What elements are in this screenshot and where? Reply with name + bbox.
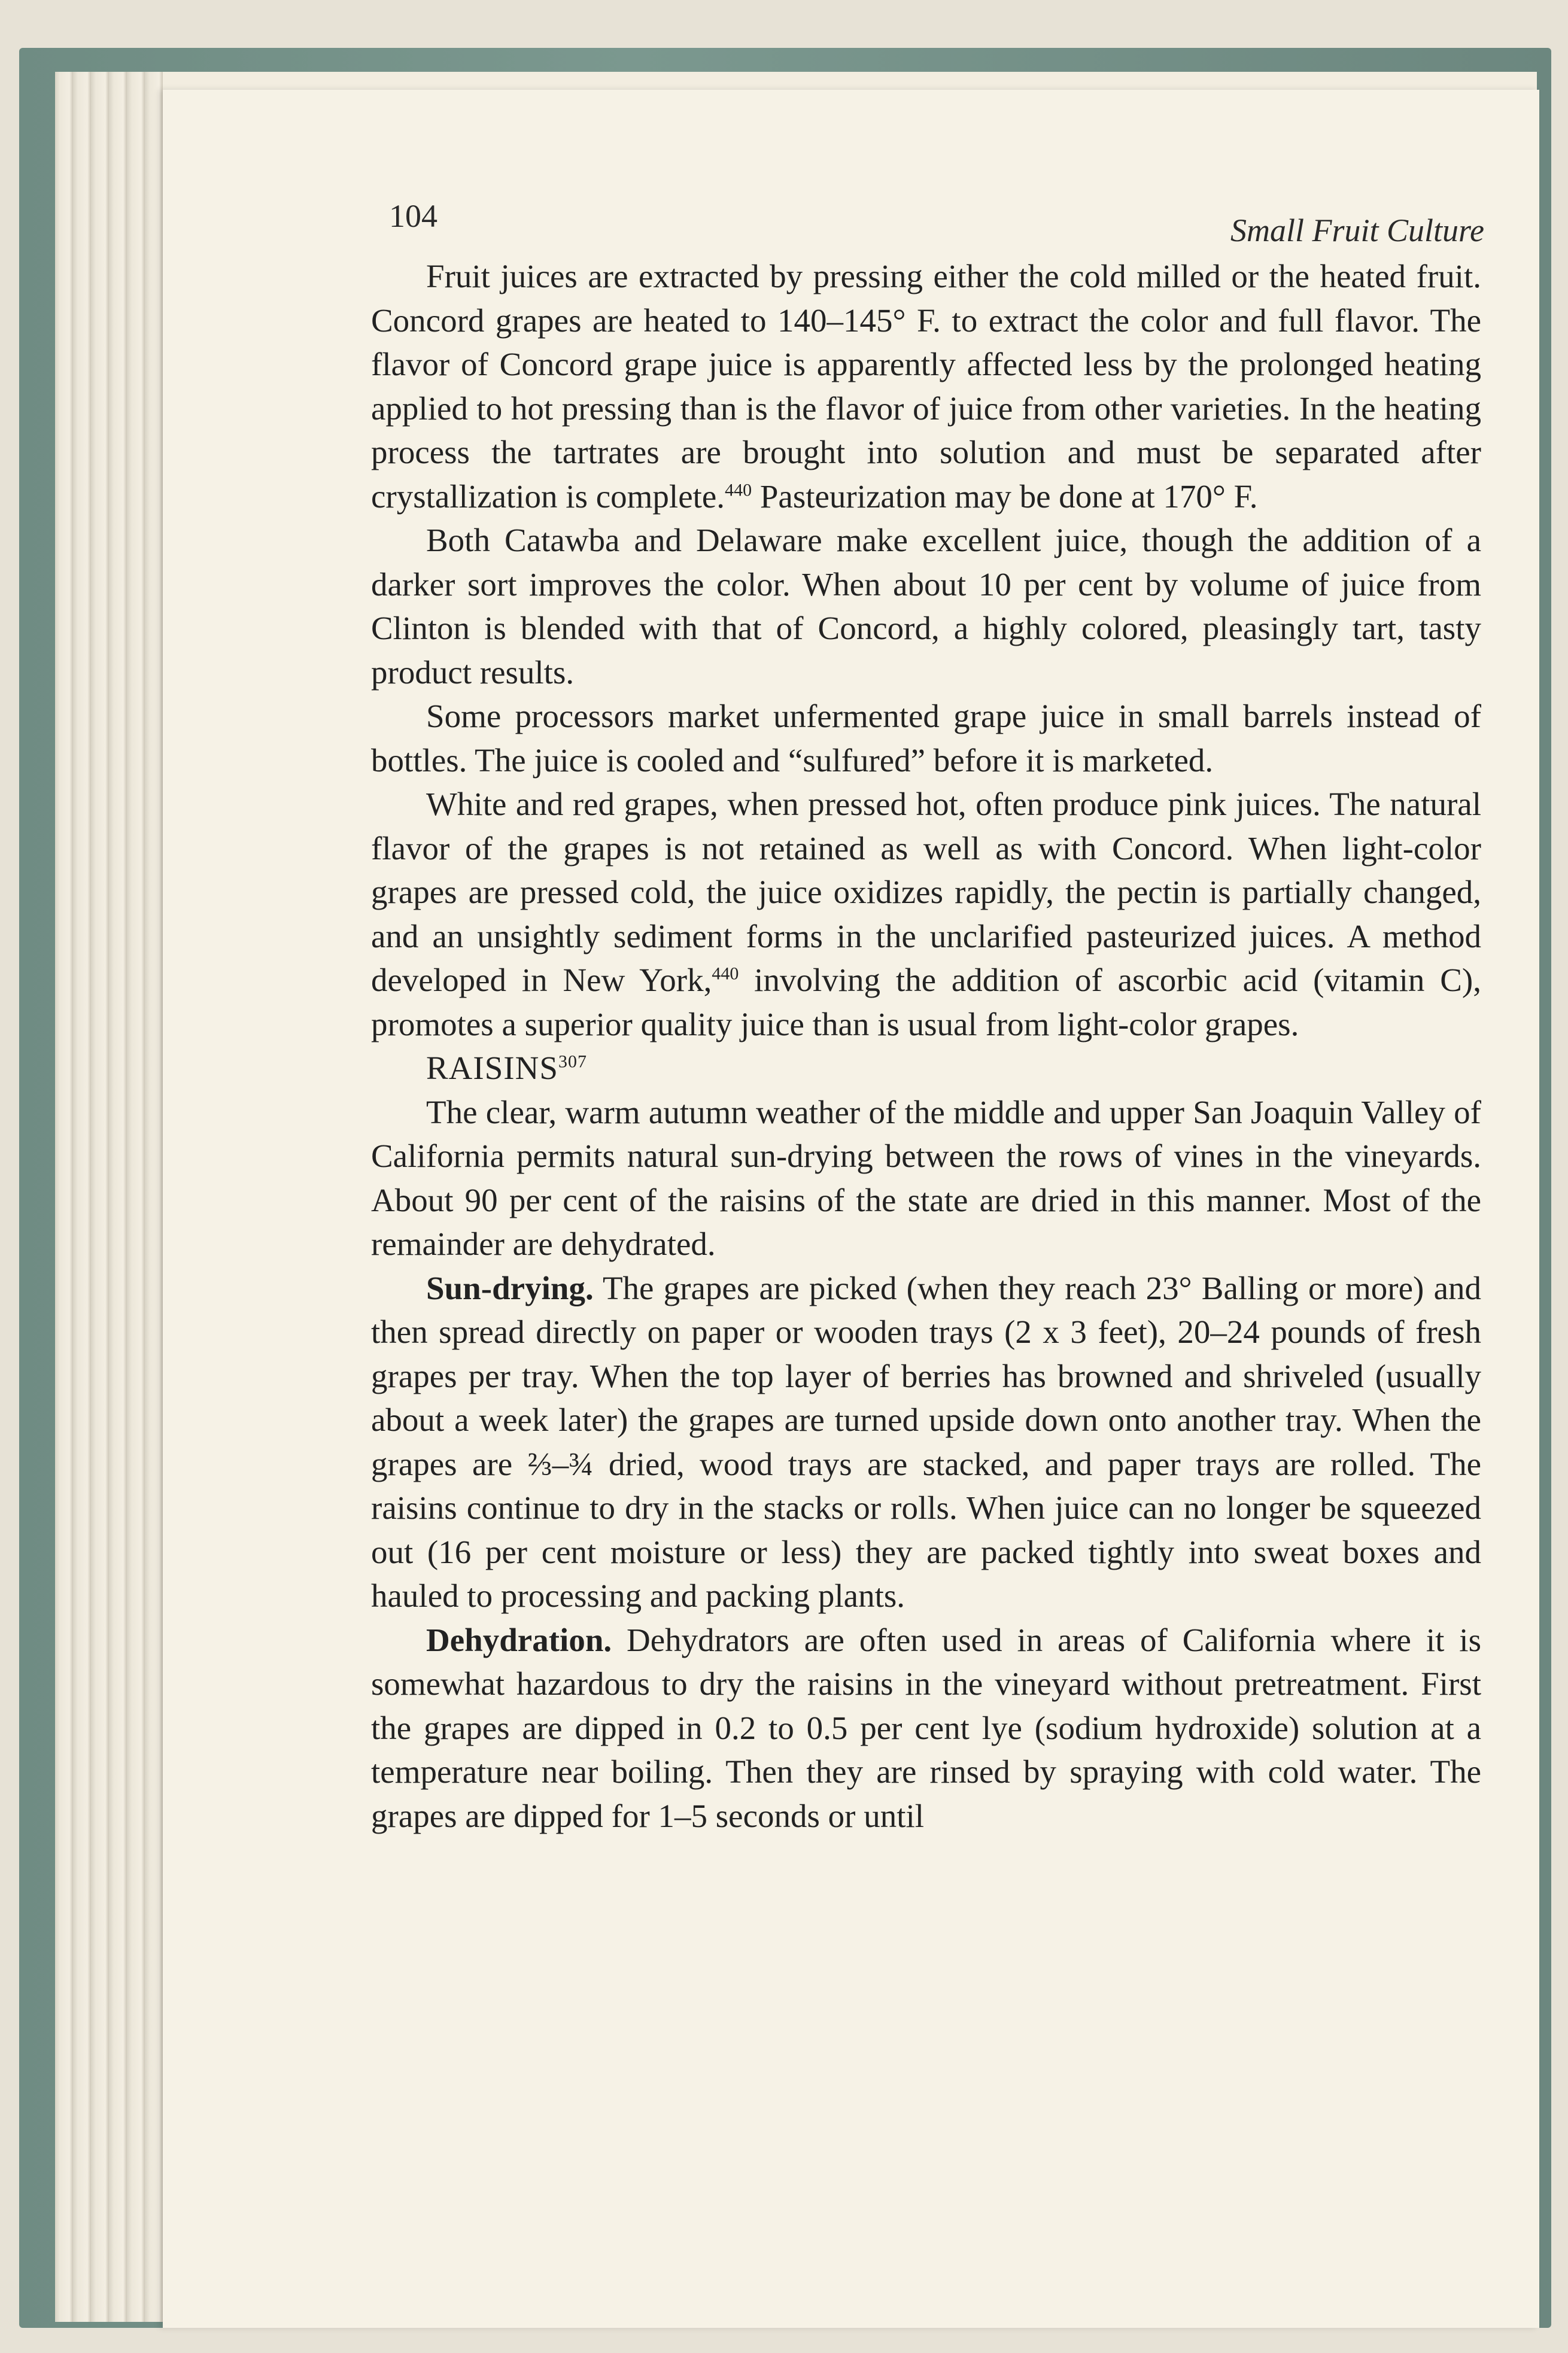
run-in-heading: Dehydration.	[426, 1621, 612, 1658]
body-text	[371, 254, 1481, 1838]
page-header	[227, 197, 1484, 248]
section-paragraph-1: The clear, warm autumn weather of the middle and upper San Joaquin Valley of California permits natural sun-drying between the rows of vines in the vineyards. About 90 per cent of the raisins of the state are dried in this manner. Most of the remainder are dehydrated.	[371, 1093, 1481, 1262]
paragraph-4: White and red grapes, when pressed hot, often produce pink juices. The natural flavor of the grapes is not retained as well as with Concord. When light-color grapes are pressed cold, the juice oxidizes rapidly, the pectin is partially changed, and an unsightly sediment forms in the unclarified pasteurized juices. A method developed in New York,$^{440}$ involving the addition of ascorbic acid (vitamin C), promotes a superior quality juice than is usual from light-color grapes.	[371, 786, 1481, 1042]
footnote-ref: 440	[725, 480, 752, 500]
section-paragraph-2: Sun-drying. The grapes are picked (when they reach 23° Balling or more) and then spread directly on paper or wooden trays (2 x 3 feet), 20–24 pounds of fresh grapes per tray. When the top layer of berries has browned and shriveled (usually about a week later) the grapes are turned upside down onto another tray. When the grapes are ⅔–¾ dried, wood trays are stacked, and paper trays are rolled. The raisins continue to dry in the stacks or rolls. When juice can no longer be squeezed out (16 per cent moisture or less) they are packed tightly into sweat boxes and hauled to processing and packing plants.	[371, 1269, 1481, 1614]
paragraph-1: Fruit juices are extracted by pressing either the cold milled or the heated fruit. Concord grapes are heated to 140–145° F. to extract the color and full flavor. The flavor of Concord grape juice is apparently affected less by the prolonged heating applied to hot pressing than is the flavor of juice from other varieties. In the heating process the tartrates are brought into solution and must be separated after crystallization is complete.$^{440}$ Pasteurization may be done at 170° F.	[371, 258, 1481, 515]
paragraph-3: Some processors market unfermented grape juice in small barrels instead of bottles. The juice is cooled and “sulfured” before it is marketed.	[371, 698, 1481, 779]
section-heading: RAISINS$^{307}$	[426, 1050, 587, 1086]
footnote-ref: 440	[712, 963, 739, 984]
run-in-heading: Sun-drying.	[426, 1269, 594, 1306]
footnote-ref: 307	[558, 1051, 587, 1072]
section-paragraph-3: Dehydration. Dehydrators are often used in areas of California where it is somewhat hazardous to dry the raisins in the vineyard without pretreatment. First the grapes are dipped in 0.2 to 0.5 per cent lye (sodium hydroxide) solution at a temperature near boiling. Then they are rinsed by spraying with cold water. The grapes are dipped for 1–5 seconds or until	[371, 1621, 1481, 1834]
running-head: Small Fruit Culture	[1230, 212, 1484, 248]
paragraph-2: Both Catawba and Delaware make excellent juice, though the addition of a darker sort improves the color. When about 10 per cent by volume of juice from Clinton is blended with that of Concord, a highly colored, pleasingly tart, tasty product results.	[371, 522, 1481, 691]
page-number: 104	[389, 198, 437, 234]
